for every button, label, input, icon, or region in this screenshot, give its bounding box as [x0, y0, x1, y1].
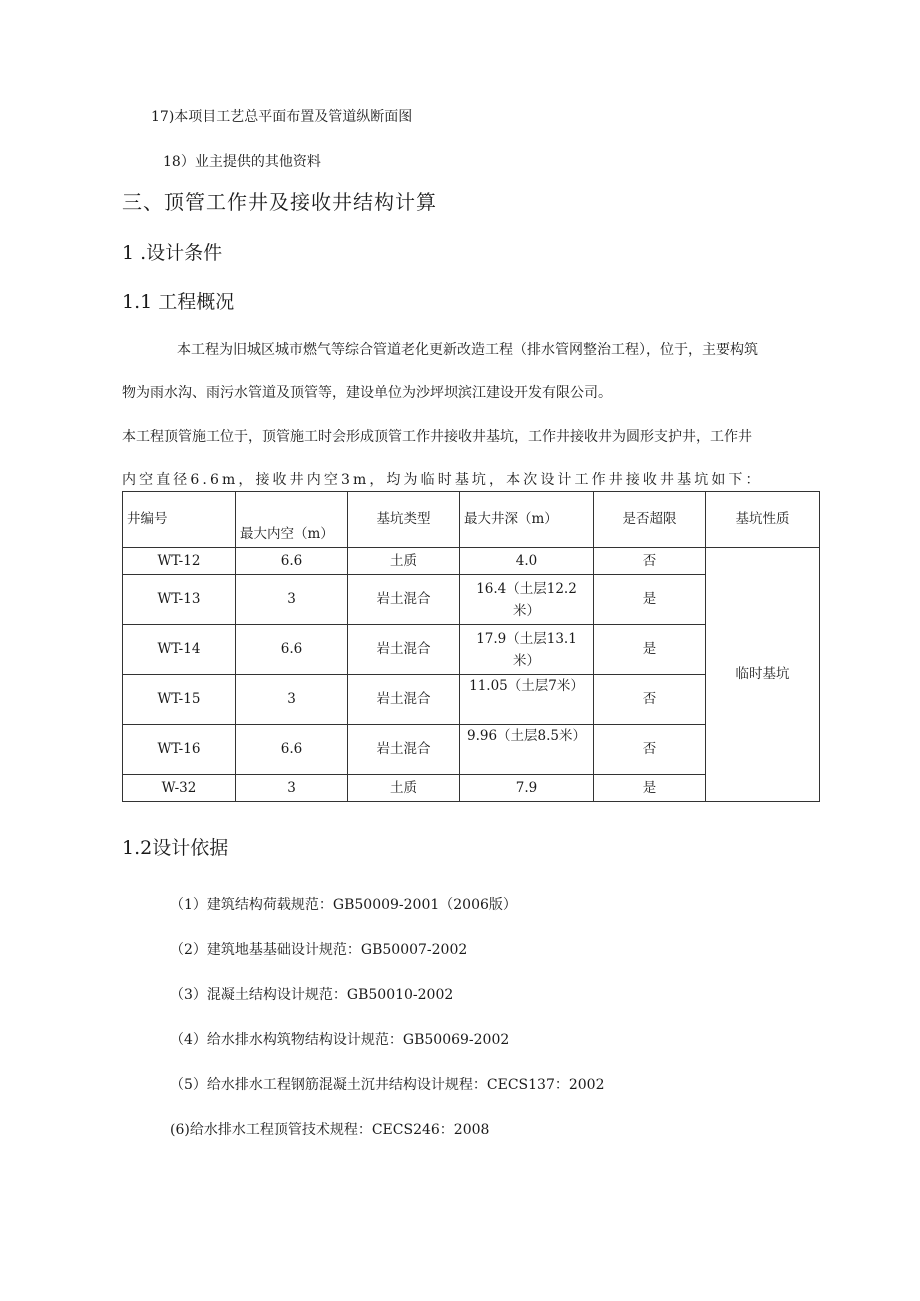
- depth-line-2: 米）: [513, 652, 540, 669]
- depth-line-1: 16.4（土层12.2: [476, 580, 577, 597]
- cell-pit-type: 土质: [348, 548, 460, 575]
- subsection-design-conditions: 1 .设计条件: [122, 242, 223, 264]
- cell-max-depth: 11.05（土层7米）: [460, 675, 594, 725]
- depth-line-1: 17.9（土层13.1: [476, 630, 577, 647]
- cell-max-space: 6.6: [236, 725, 348, 775]
- header-max-space: 最大内空（m）: [236, 492, 348, 548]
- cell-pit-type: 岩土混合: [348, 625, 460, 675]
- section-title: 三、顶管工作井及接收井结构计算: [122, 190, 437, 214]
- overview-paragraph-1-line-2: 物为雨水沟、雨污水管道及顶管等，建设单位为沙坪坝滨江建设开发有限公司。: [122, 385, 612, 401]
- basis-item-4: （4）给水排水构筑物结构设计规范：GB50069-2002: [170, 1032, 510, 1048]
- overview-paragraph-1-line-1: 本工程为旧城区城市燃气等综合管道老化更新改造工程（排水管网整治工程），位于，主要构筑: [177, 342, 758, 358]
- header-over-limit: 是否超限: [594, 492, 706, 548]
- cell-over-limit: 否: [594, 725, 706, 775]
- overview-paragraph-2-line-2: 内空直径6.6m，接收井内空3m，均为临时基坑，本次设计工作井接收井基坑如下：: [122, 472, 763, 488]
- cell-over-limit: 否: [594, 675, 706, 725]
- basis-item-1: （1）建筑结构荷载规范：GB50009-2001（2006版）: [170, 897, 517, 913]
- cell-pit-type: 土质: [348, 775, 460, 802]
- cell-max-depth: [460, 625, 594, 675]
- basis-item-3: （3）混凝土结构设计规范：GB50010-2002: [170, 987, 454, 1003]
- cell-max-depth: 9.96（土层8.5米）: [460, 725, 594, 775]
- cell-max-depth: [460, 575, 594, 625]
- depth-line-2: 米）: [513, 602, 540, 619]
- cell-well-id: WT-13: [123, 575, 236, 625]
- cell-over-limit: 是: [594, 625, 706, 675]
- cell-well-id: WT-15: [123, 675, 236, 725]
- cell-well-id: WT-12: [123, 548, 236, 575]
- subsection-design-basis: 1.2设计依据: [122, 837, 229, 859]
- basis-item-2: （2）建筑地基基础设计规范：GB50007-2002: [170, 942, 468, 958]
- cell-well-id: WT-14: [123, 625, 236, 675]
- cell-over-limit: 是: [594, 775, 706, 802]
- subsection-project-overview: 1.1 工程概况: [122, 291, 235, 313]
- header-pit-type: 基坑类型: [348, 492, 460, 548]
- cell-max-space: 6.6: [236, 548, 348, 575]
- list-item-17: 17)本项目工艺总平面布置及管道纵断面图: [151, 109, 413, 125]
- cell-pit-type: 岩土混合: [348, 575, 460, 625]
- cell-max-depth: 7.9: [460, 775, 594, 802]
- header-pit-nature: 基坑性质: [706, 492, 820, 548]
- list-item-18: 18）业主提供的其他资料: [163, 154, 321, 170]
- cell-pit-type: 岩土混合: [348, 675, 460, 725]
- cell-max-space: 3: [236, 775, 348, 802]
- header-well-id: 井编号: [123, 492, 236, 548]
- cell-max-depth: 4.0: [460, 548, 594, 575]
- basis-item-6: (6)给水排水工程顶管技术规程：CECS246：2008: [170, 1122, 490, 1138]
- table-row: [123, 548, 820, 575]
- cell-max-space: 6.6: [236, 625, 348, 675]
- cell-pit-nature: 临时基坑: [706, 548, 820, 802]
- cell-over-limit: 是: [594, 575, 706, 625]
- overview-paragraph-2-line-1: 本工程顶管施工位于，顶管施工时会形成顶管工作井接收井基坑，工作井接收井为圆形支护井，工作井: [122, 429, 752, 445]
- cell-max-space: 3: [236, 575, 348, 625]
- cell-over-limit: 否: [594, 548, 706, 575]
- cell-max-space: 3: [236, 675, 348, 725]
- table-header-row: [123, 492, 820, 548]
- header-max-depth: 最大井深（m）: [460, 492, 594, 548]
- pit-table: [122, 491, 820, 802]
- cell-pit-type: 岩土混合: [348, 725, 460, 775]
- cell-well-id: WT-16: [123, 725, 236, 775]
- basis-item-5: （5）给水排水工程钢筋混凝土沉井结构设计规程：CECS137：2002: [170, 1077, 605, 1093]
- cell-well-id: W-32: [123, 775, 236, 802]
